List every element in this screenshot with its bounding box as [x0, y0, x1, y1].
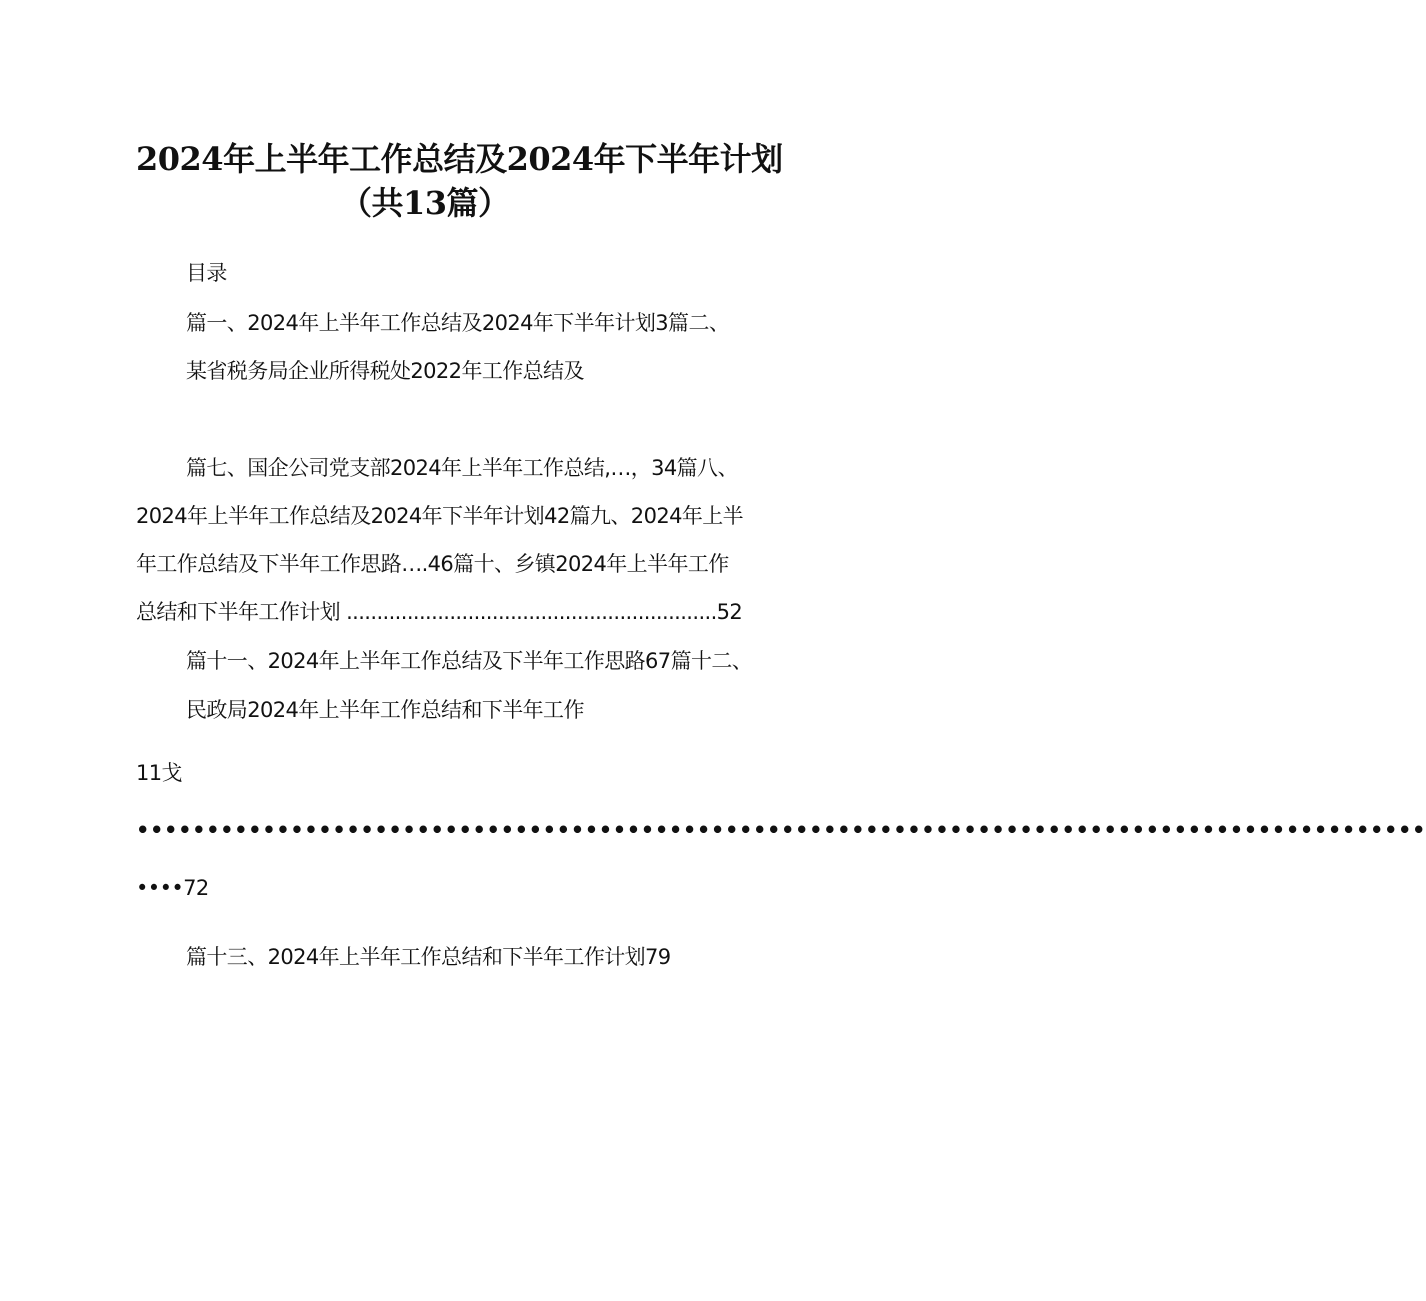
toc-entry-line: 篇一、2024年上半年工作总结及2024年下半年计划3篇二、 [186, 311, 730, 335]
toc-entry-line: 某省税务局企业所得税处2022年工作总结及 [186, 359, 584, 383]
toc-entry-line: 民政局2024年上半年工作总结和下半年工作 [186, 698, 584, 722]
document-title: 2024年上半年工作总结及2024年下半年计划 [136, 140, 783, 178]
toc-entry-line: ••••72 [136, 876, 209, 900]
toc-entry-line: 总结和下半年工作计划 .............................................................52 [136, 600, 743, 624]
toc-entry-line: 篇十一、2024年上半年工作总结及下半年工作思路67篇十二、 [186, 649, 753, 673]
toc-entry-line: 篇十三、2024年上半年工作总结和下半年工作计划79 [186, 945, 671, 969]
toc-heading: 目录 [186, 261, 227, 285]
toc-entry-line: 2024年上半年工作总结及2024年下半年计划42篇九、2024年上半 [136, 504, 744, 528]
toc-entry-line: 篇七、国企公司党支部2024年上半年工作总结,…，34篇八、 [186, 456, 738, 480]
document-subtitle-count: （共13篇） [340, 184, 510, 222]
toc-entry-line: 年工作总结及下半年工作思路….46篇十、乡镇2024年上半年工作 [136, 552, 729, 576]
toc-entry-line: 11戈 [136, 761, 182, 785]
toc-leader-dots: •••••••••••••••••••••••••••••••••••••••••••••••••••••••••••••••••••••••••••••••••••••••••••• [136, 818, 1426, 842]
